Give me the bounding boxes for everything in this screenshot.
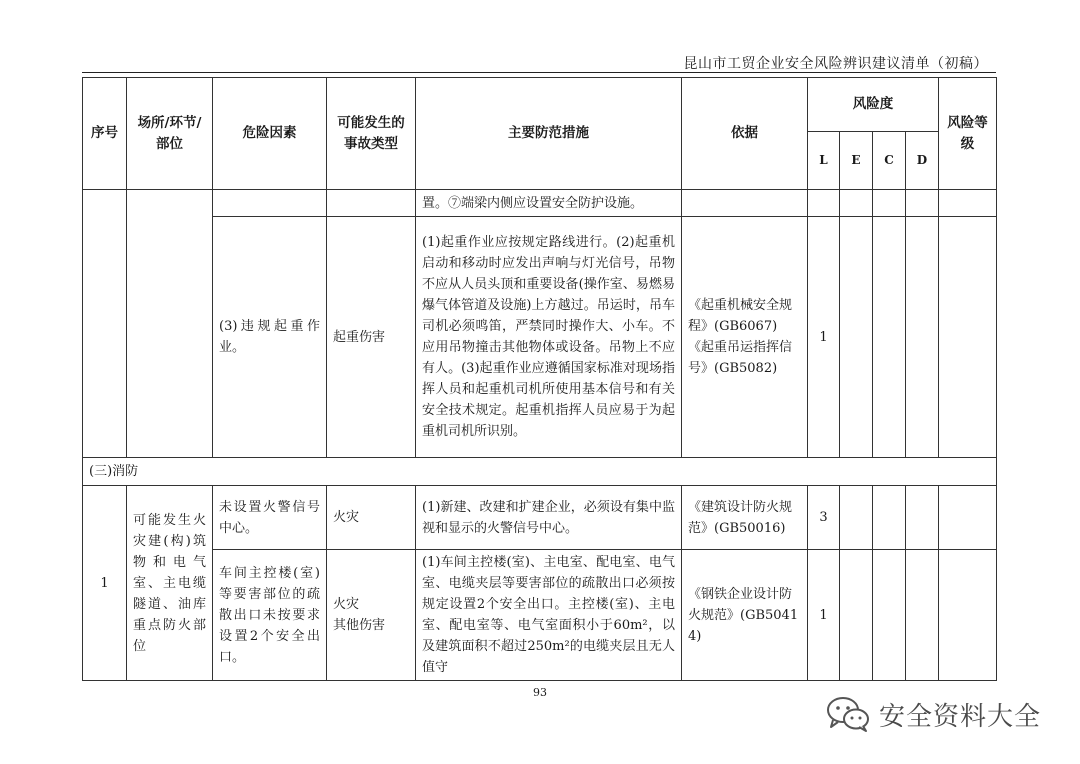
header-no: 序号 — [83, 78, 127, 190]
cell-basis: 《钢铁企业设计防火规范》(GB50414) — [682, 550, 808, 681]
cell-risk-level — [939, 190, 997, 217]
cell-place — [127, 190, 213, 458]
header-basis: 依据 — [682, 78, 808, 190]
cell-risk-level — [939, 486, 997, 550]
header-measures: 主要防范措施 — [416, 78, 682, 190]
cell-l: 3 — [808, 486, 840, 550]
cell-accident — [327, 190, 416, 217]
cell-c — [873, 217, 906, 458]
header-place: 场所/环节/部位 — [127, 78, 213, 190]
cell-no — [83, 190, 127, 458]
header-risk-degree: 风险度 — [808, 78, 939, 132]
cell-e — [840, 486, 873, 550]
cell-risk-level — [939, 550, 997, 681]
header-l: L — [808, 132, 840, 190]
cell-accident — [327, 550, 416, 681]
page-number: 93 — [533, 686, 547, 699]
watermark — [825, 690, 1041, 738]
cell-hazard — [213, 190, 327, 217]
cell-measures: 置。⑦端梁内侧应设置安全防护设施。 — [416, 190, 682, 217]
header-d: D — [906, 132, 939, 190]
cell-hazard: 未设置火警信号中心。 — [213, 486, 327, 550]
cell-accident: 起重伤害 — [327, 217, 416, 458]
cell-c — [873, 550, 906, 681]
cell-l — [808, 190, 840, 217]
cell-risk-level — [939, 217, 997, 458]
risk-table — [82, 77, 997, 681]
watermark-text: 安全资料大全 — [879, 701, 1042, 732]
table-row — [83, 486, 997, 550]
cell-basis: 《建筑设计防火规范》(GB50016) — [682, 486, 808, 550]
header-c: C — [873, 132, 906, 190]
cell-e — [840, 190, 873, 217]
cell-hazard: 车间主控楼(室)等要害部位的疏散出口未按要求设置2个安全出口。 — [213, 550, 327, 681]
cell-measures: (1)新建、改建和扩建企业，必须设有集中监视和显示的火警信号中心。 — [416, 486, 682, 550]
header-risk-level: 风险等级 — [939, 78, 997, 190]
cell-l: 1 — [808, 550, 840, 681]
cell-l: 1 — [808, 217, 840, 458]
cell-basis: 《起重机械安全规程》(GB6067)《起重吊运指挥信号》(GB5082) — [682, 217, 808, 458]
cell-hazard: (3)违规起重作业。 — [213, 217, 327, 458]
section-row — [83, 458, 997, 486]
cell-basis — [682, 190, 808, 217]
section-title: (三)消防 — [83, 458, 997, 486]
cell-c — [873, 190, 906, 217]
cell-d — [906, 190, 939, 217]
cell-d — [906, 486, 939, 550]
cell-e — [840, 550, 873, 681]
table-row — [83, 190, 997, 217]
header-e: E — [840, 132, 873, 190]
cell-place: 可能发生火灾建(构)筑物和电气室、主电缆隧道、油库重点防火部位 — [127, 486, 213, 681]
header-accident-type: 可能发生的事故类型 — [327, 78, 416, 190]
cell-no: 1 — [83, 486, 127, 681]
title-rule — [82, 72, 996, 73]
accident-type-1: 火灾 — [333, 597, 360, 612]
cell-measures: (1)起重作业应按规定路线进行。(2)起重机启动和移动时应发出声响与灯光信号，吊物不应从人员头顶和重要设备(操作室、易燃易爆气体管道及设施)上方越过。吊运时，吊车司机必须鸣笛，严禁同时操作大、小车。不应用吊物撞击其他物体或设备。吊物上不应有人。(3)起重作业应遵循国家标准对现场指挥人员和起重机司机所使用基本信号和有关安全技术规定。起重机指挥人员应易于为起重机司机所识别。 — [416, 217, 682, 458]
wechat-icon — [825, 694, 871, 734]
cell-d — [906, 550, 939, 681]
cell-c — [873, 486, 906, 550]
cell-measures: (1)车间主控楼(室)、主电室、配电室、电气室、电缆夹层等要害部位的疏散出口必须按规定设置2个安全出口。主控楼(室)、主电室、配电室等、电气室面积小于60m²，以及建筑面积不超过250m²的电缆夹层且无人值守 — [416, 550, 682, 681]
cell-e — [840, 217, 873, 458]
header-row-1 — [83, 78, 997, 132]
document-title: 昆山市工贸企业安全风险辨识建议清单（初稿） — [683, 56, 988, 72]
cell-d — [906, 217, 939, 458]
cell-accident: 火灾 — [327, 486, 416, 550]
table-row — [83, 217, 997, 458]
header-hazard: 危险因素 — [213, 78, 327, 190]
table-row — [83, 550, 997, 681]
accident-type-2: 其他伤害 — [333, 618, 386, 633]
